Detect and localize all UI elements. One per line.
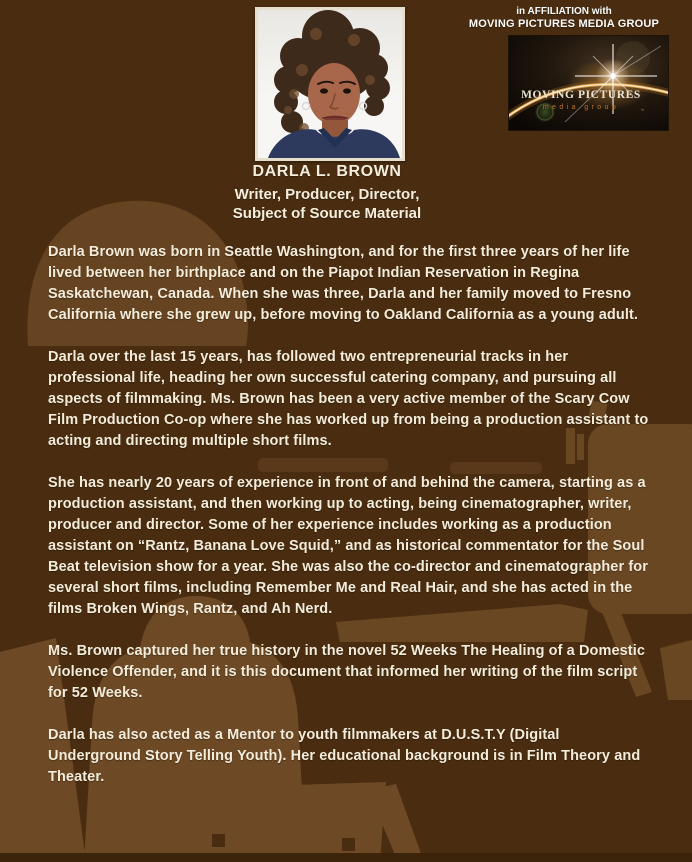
footer-strip: [0, 853, 692, 862]
profile-block: [157, 163, 497, 223]
person-role-line2: Subject of Source Material: [232, 205, 422, 222]
person-name: DARLA L. BROWN: [252, 163, 402, 180]
biography-text: [48, 242, 654, 809]
bio-paragraph-5: Darla has also acted as a Mentor to youth filmmakers at D.U.S.T.Y (Digital Underground Story Telling Youth). Her educational background is in Film Theory and Theater.: [48, 727, 641, 785]
bio-paragraph-3: She has nearly 20 years of experience in front of and behind the camera, starting as a production assistant, and then working up to acting, being cinematographer, writer, producer and director. Some of her experience includes working as a production assistant on “Rantz, Banana Love Squid,” and as historical commentator for the Soul Beat television show for a year. She was also the co-director and cinematographer for several short films, including Remember Me and Real Hair, and she has acted in the films Broken Wings, Rantz, and Ah Nerd.: [48, 475, 648, 617]
portrait-photo: [255, 7, 405, 161]
moving-pictures-logo: [509, 36, 668, 130]
logo-title: MOVING PICTURES: [521, 89, 641, 101]
affiliation-line2: MOVING PICTURES MEDIA GROUP: [468, 18, 660, 30]
affiliation-header: [455, 6, 673, 31]
logo-trademark: ™: [640, 108, 645, 113]
logo-subtitle: media group: [542, 104, 620, 111]
bio-paragraph-2: Darla over the last 15 years, has followed two entrepreneurial tracks in her professional life, heading her own successful catering company, and pursuing all aspects of filmmaking. Ms. Brown has been a very active member of the Scary Cow Film Production Co-op where she has worked up from being a production assistant to acting and directing multiple short films.: [48, 349, 649, 449]
bio-paragraph-1: Darla Brown was born in Seattle Washington, and for the first three years of her life lived between her birthplace and on the Piapot Indian Reservation in Regina Saskatchewan, Canada. When she was three, Darla and her family moved to Fresno California where she grew up, before moving to Oakland California as a young adult.: [48, 244, 639, 323]
person-role-line1: Writer, Producer, Director,: [234, 186, 420, 203]
bio-paragraph-4: Ms. Brown captured her true history in the novel 52 Weeks The Healing of a Domestic Violence Offender, and it is this document that informed her writing of the film script for 52 Weeks.: [48, 643, 646, 701]
affiliation-line1: in AFFILIATION with: [516, 6, 612, 17]
